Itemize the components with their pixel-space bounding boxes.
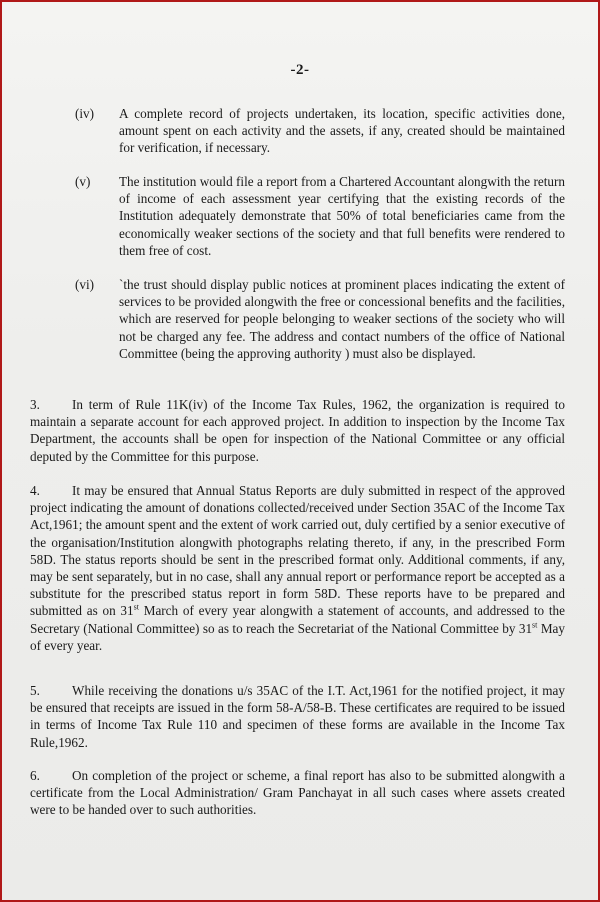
paragraph-text: On completion of the project or scheme, a final report has also to be submitted alongwith a certificate from the Local Administration/ Gram Panchayat in all such cases where assets created were to be handed over to such authorities. [30,768,565,818]
list-item-vi [75,276,565,362]
list-item-text: The institution would file a report from a Chartered Accountant alongwith the return of income of each assessment year certifying that the existing records of the Institution adequately demonstrate that 50% of total beneficiaries came from the economically weaker sections of the society and that full benefits were rendered to them free of cost. [119,174,565,258]
superscript: st [133,603,139,613]
paragraph-number: 3. [30,397,40,412]
paragraph-6 [30,767,565,819]
list-item-number: (v) [75,174,91,189]
paragraph-3 [30,396,565,465]
list-item-iv [75,105,565,157]
paragraph-number: 4. [30,483,40,498]
paragraph-text-continued: March of every year alongwith a statement of accounts, and addressed to the Secretary (National Committee) so as to reach the Secretariat of the National Committee by 31 [30,603,565,636]
paragraph-text: It may be ensured that Annual Status Reports are duly submitted in respect of the approved project indicating the amount of donations collected/received under Section 35AC of the Income Tax Act,1961; the amount spent and the extent of work carried out, duly certified by a senior executive of the organisation/Institution alongwith photographs relating thereto, if any, in the prescribed Form 58D. The status reports should be sent in the prescribed format only. Additional comments, if any, may be sent separately, but in no case, shall any annual report or performance report be accepted as a substitute for the prescribed status report in form 58D. These reports have to be prepared and submitted as on 31 [30,483,565,619]
paragraph-text-end: May of every year. [30,620,565,653]
list-item-number: (iv) [75,106,95,121]
paragraph-text: While receiving the donations u/s 35AC of the I.T. Act,1961 for the notified project, it may be ensured that receipts are issued in the form 58-A/58-B. These certificates are required to be issued in terms of Income Tax Rule 110 and specimen of these forms are available in the Income Tax Rule,1962. [30,683,565,750]
page-number: -2- [290,62,310,78]
list-item-text: A complete record of projects undertaken, its location, specific activities done, amount spent on each activity and the assets, if any, created should be maintained for verification, if necessary. [119,106,565,156]
list-item-v [75,173,565,259]
paragraph-number: 5. [30,683,40,698]
list-item-number: (vi) [75,277,95,292]
paragraph-number: 6. [30,768,40,783]
document-page [2,2,598,900]
list-item-text: `the trust should display public notices at prominent places indicating the extent of services to be provided alongwith the free or concessional benefits and the facilities, which are reserved for people belonging to weaker sections of the society who will not be charged any fee. The address and contact numbers of the office of National Committee (being the approving authority ) must also be displayed. [119,277,565,361]
paragraph-text: In term of Rule 11K(iv) of the Income Tax Rules, 1962, the organization is required to maintain a separate account for each approved project. In addition to inspection by the Income Tax Department, the accounts shall be open for inspection of the National Committee or any official deputed by the Committee for this purpose. [30,397,565,464]
superscript: st [532,620,538,630]
paragraph-5 [30,682,565,751]
paragraph-4 [30,482,565,654]
